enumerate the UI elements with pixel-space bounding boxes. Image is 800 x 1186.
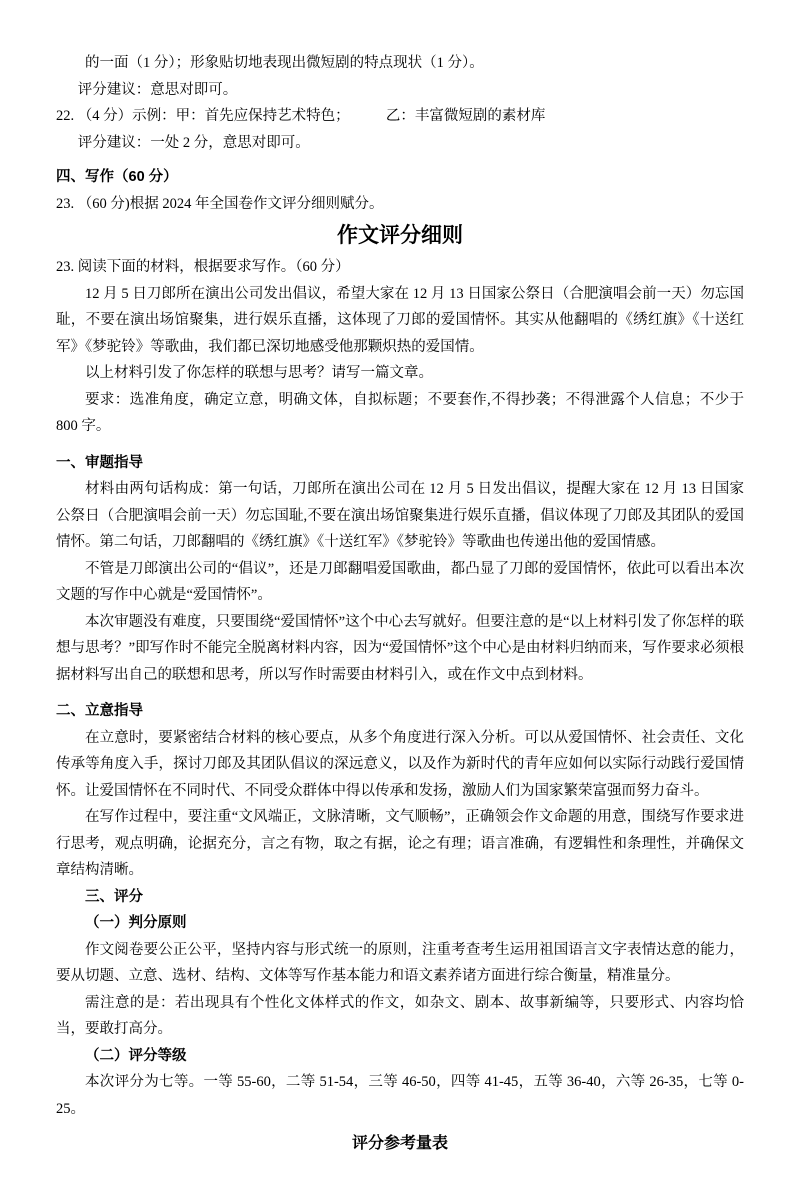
section-heading-writing: 四、写作（60 分）	[56, 169, 178, 185]
scoring-suggestion-q21: 评分建议：意思对即可。	[77, 81, 238, 98]
intent-guidance-paragraph-1: 在立意时，要紧密结合材料的核心要点，从多个角度进行深入分析。可以从爱国情怀、社会责任、文化传承等角度入手，探讨刀郎及其团队倡议的深远意义，以及作为新时代的青年应如何以实际行动践行爱国情怀。让爱国情怀在不同时代、不同受众群体中得以传承和发扬，激励人们为国家繁荣富强而努力奋斗。	[56, 729, 744, 799]
topic-analysis-paragraph-1: 材料由两句话构成：第一句话，刀郎所在演出公司在 12 月 5 日发出倡议，提醒大家在 12 月 13 日国家公祭日（合肥演唱会前一天）勿忘国耻,不要在演出场馆聚集进行娱乐直播，倡议体现了刀郎及其团队的爱国情怀。第二句话，刀郎翻唱的《绣红旗》《十送红军》《梦驼铃》等歌曲也传递出他的爱国情感。	[56, 481, 744, 550]
section-heading-intent-guidance: 二、立意指导	[56, 703, 143, 719]
intent-guidance-paragraph-2: 在写作过程中，要注重“文风端正，文脉清晰，文气顺畅”，正确领会作文命题的用意，围绕写作要求进行思考，观点明确，论据充分，言之有物，取之有据，论之有理；语言准确，有逻辑性和条理性，并确保文章结构清晰。	[56, 809, 744, 878]
score-grades-paragraph: 本次评分为七等。一等 55-60，二等 51-54，三等 46-50，四等 41-45，五等 36-40，六等 26-35，七等 0-25。	[56, 1074, 744, 1117]
judging-principles-paragraph-1: 作文阅卷要公正公平，坚持内容与形式统一的原则，注重考查考生运用祖国语言文字表情达意的能力，要从切题、立意、选材、结构、文体等写作基本能力和语文素养诸方面进行综合衡量，精准量分。	[56, 941, 744, 984]
prompt-question-line: 以上材料引发了你怎样的联想与思考？请写一篇文章。	[85, 365, 433, 381]
answer-continuation-line: 的一面（1 分）；形象贴切地表现出微短剧的特点现状（1 分）。	[85, 55, 484, 71]
material-paragraph: 12 月 5 日刀郎所在演出公司发出倡议，希望大家在 12 月 13 日国家公祭日（合肥演唱会前一天）勿忘国耻，不要在演出场馆聚集，进行娱乐直播，这体现了刀郎的爱国情怀。其实从他翻唱的《绣红旗》《十送红军》《梦驼铃》等歌曲，我们都已深切地感受他那颗炽热的爱国情。	[56, 285, 744, 355]
subsection-heading-judging-principles: （一）判分原则	[85, 915, 187, 931]
question-23-scoring-note: 23. （60 分)根据 2024 年全国卷作文评分细则赋分。	[56, 195, 384, 212]
doc-title: 作文评分细则	[337, 224, 463, 247]
question-22-answer: 22. （4 分）示例：甲：首先应保持艺术特色； 乙：丰富微短剧的素材库	[56, 108, 546, 124]
topic-analysis-paragraph-3: 本次审题没有难度，只要围绕“爱国情怀”这个中心去写就好。但要注意的是“以上材料引发了你怎样的联想与思考？”即写作时不能完全脱离材料内容，因为“爱国情怀”这个中心是由材料归纳而来，写作要求必须根据材料写出自己的联想和思考，所以写作时需要由材料引入，或在作文中点到材料。	[56, 613, 744, 683]
topic-analysis-paragraph-2: 不管是刀郎演出公司的“倡议”，还是刀郎翻唱爱国歌曲，都凸显了刀郎的爱国情怀，依此可以看出本次文题的写作中心就是“爱国情怀”。	[56, 560, 744, 603]
judging-principles-paragraph-2: 需注意的是：若出现具有个性化文体样式的作文，如杂文、剧本、故事新编等，只要形式、内容均恰当，要敢打高分。	[56, 994, 744, 1037]
score-reference-table-title: 评分参考量表	[351, 1135, 448, 1152]
requirements-paragraph: 要求：选准角度，确定立意，明确文体，自拟标题；不要套作,不得抄袭；不得泄露个人信息；不少于 800 字。	[56, 391, 744, 434]
section-heading-topic-analysis: 一、审题指导	[56, 454, 143, 471]
scoring-suggestion-q22: 评分建议：一处 2 分，意思对即可。	[77, 134, 310, 151]
subsection-heading-score-grades: （二）评分等级	[85, 1047, 187, 1064]
question-23-prompt-header: 23. 阅读下面的材料，根据要求写作。（60 分）	[56, 259, 350, 275]
section-heading-scoring: 三、评分	[85, 888, 143, 905]
